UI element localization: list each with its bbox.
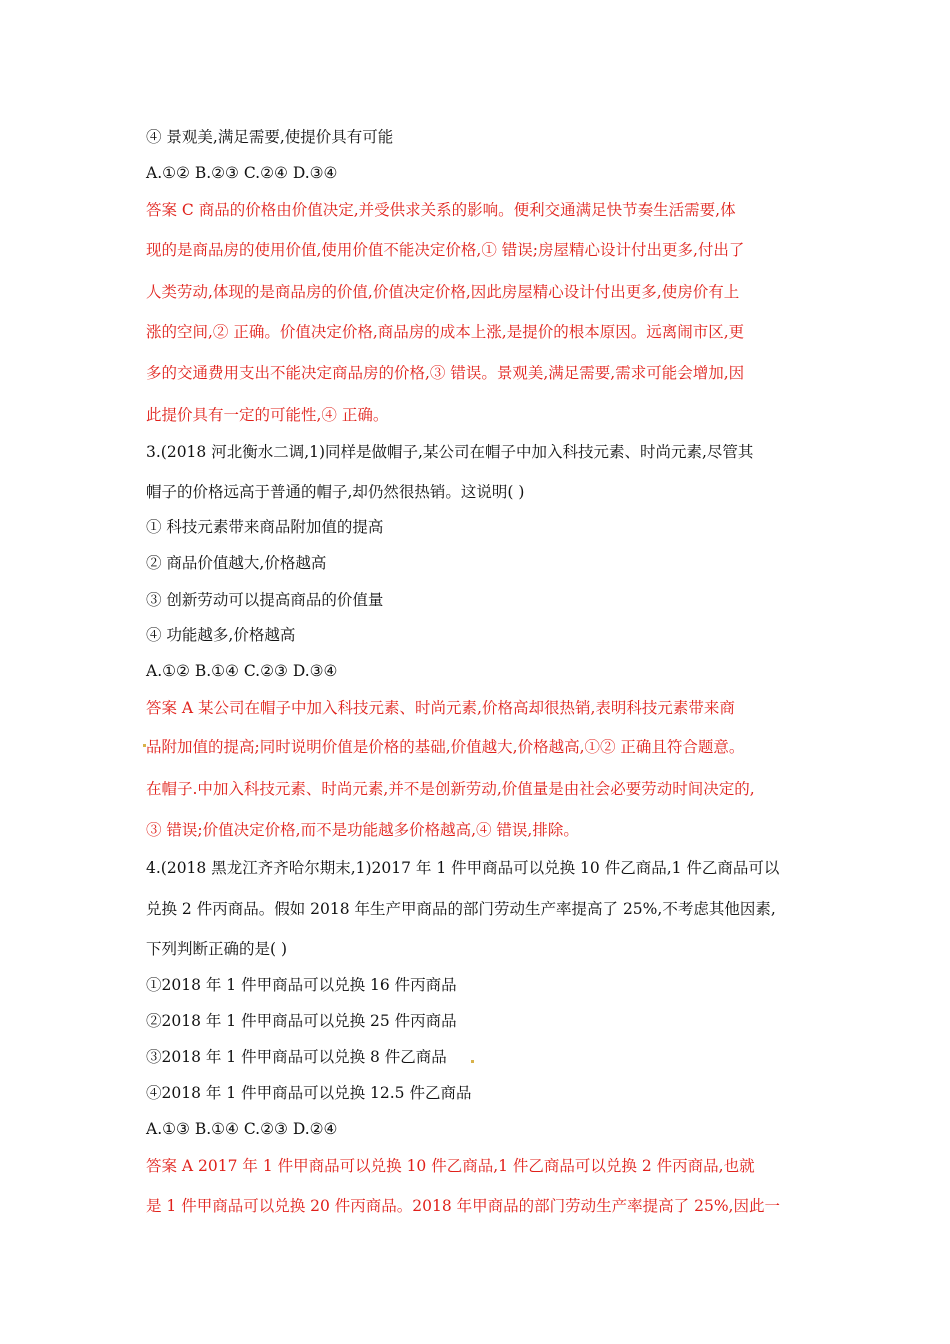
option-line: ① 科技元素带来商品附加值的提高: [146, 518, 384, 536]
answer-line: ③ 错误;价值决定价格,而不是功能越多价格越高,④ 错误,排除。: [146, 821, 579, 839]
option-line: ③ 创新劳动可以提高商品的价值量: [146, 591, 384, 609]
answer-line: 品附加值的提高;同时说明价值是价格的基础,价值越大,价格越高,①② 正确且符合题意。: [146, 738, 745, 756]
answer-line: 是 1 件甲商品可以兑换 20 件丙商品。2018 年甲商品的部门劳动生产率提高了 25%,因此一: [146, 1197, 780, 1215]
answer-line: 涨的空间,② 正确。价值决定价格,商品房的成本上涨,是提价的根本原因。远离闹市区,更: [146, 323, 745, 341]
option-line: ④ 景观美,满足需要,使提价具有可能: [146, 128, 394, 146]
question-line: 下列判断正确的是( ): [146, 940, 288, 958]
answer-line: 答案 A 2017 年 1 件甲商品可以兑换 10 件乙商品,1 件乙商品可以兑换 2 件丙商品,也就: [146, 1157, 755, 1175]
answer-line: 答案 A 某公司在帽子中加入科技元素、时尚元素,价格高却很热销,表明科技元素带来商: [146, 699, 735, 717]
question-line: 4.(2018 黑龙江齐齐哈尔期末,1)2017 年 1 件甲商品可以兑换 10 件乙商品,1 件乙商品可以: [146, 859, 780, 877]
question-line: 帽子的价格远高于普通的帽子,却仍然很热销。这说明( ): [146, 483, 525, 501]
answer-line: 现的是商品房的使用价值,使用价值不能决定价格,① 错误;房屋精心设计付出更多,付出了: [146, 241, 745, 259]
answer-line: 答案 C 商品的价格由价值决定,并受供求关系的影响。便利交通满足快节奏生活需要,体: [146, 201, 736, 219]
option-line: ②2018 年 1 件甲商品可以兑换 25 件丙商品: [146, 1012, 457, 1030]
option-line: ② 商品价值越大,价格越高: [146, 554, 327, 572]
choices-line: A.①② B.②③ C.②④ D.③④: [146, 164, 338, 182]
scan-mark: [471, 1060, 474, 1063]
option-line: ③2018 年 1 件甲商品可以兑换 8 件乙商品: [146, 1048, 447, 1066]
answer-line: 在帽子.中加入科技元素、时尚元素,并不是创新劳动,价值量是由社会必要劳动时间决定的,: [146, 780, 755, 798]
question-line: 兑换 2 件丙商品。假如 2018 年生产甲商品的部门劳动生产率提高了 25%,不考虑其他因素,: [146, 900, 776, 918]
question-line: 3.(2018 河北衡水二调,1)同样是做帽子,某公司在帽子中加入科技元素、时尚元素,尽管其: [146, 443, 754, 461]
choices-line: A.①② B.①④ C.②③ D.③④: [146, 662, 338, 680]
option-line: ④2018 年 1 件甲商品可以兑换 12.5 件乙商品: [146, 1084, 472, 1102]
answer-line: 此提价具有一定的可能性,④ 正确。: [146, 406, 389, 424]
option-line: ④ 功能越多,价格越高: [146, 626, 296, 644]
answer-line: 人类劳动,体现的是商品房的价值,价值决定价格,因此房屋精心设计付出更多,使房价有上: [146, 283, 740, 301]
option-line: ①2018 年 1 件甲商品可以兑换 16 件丙商品: [146, 976, 457, 994]
answer-line: 多的交通费用支出不能决定商品房的价格,③ 错误。景观美,满足需要,需求可能会增加,因: [146, 364, 745, 382]
choices-line: A.①③ B.①④ C.②③ D.②④: [146, 1120, 338, 1138]
